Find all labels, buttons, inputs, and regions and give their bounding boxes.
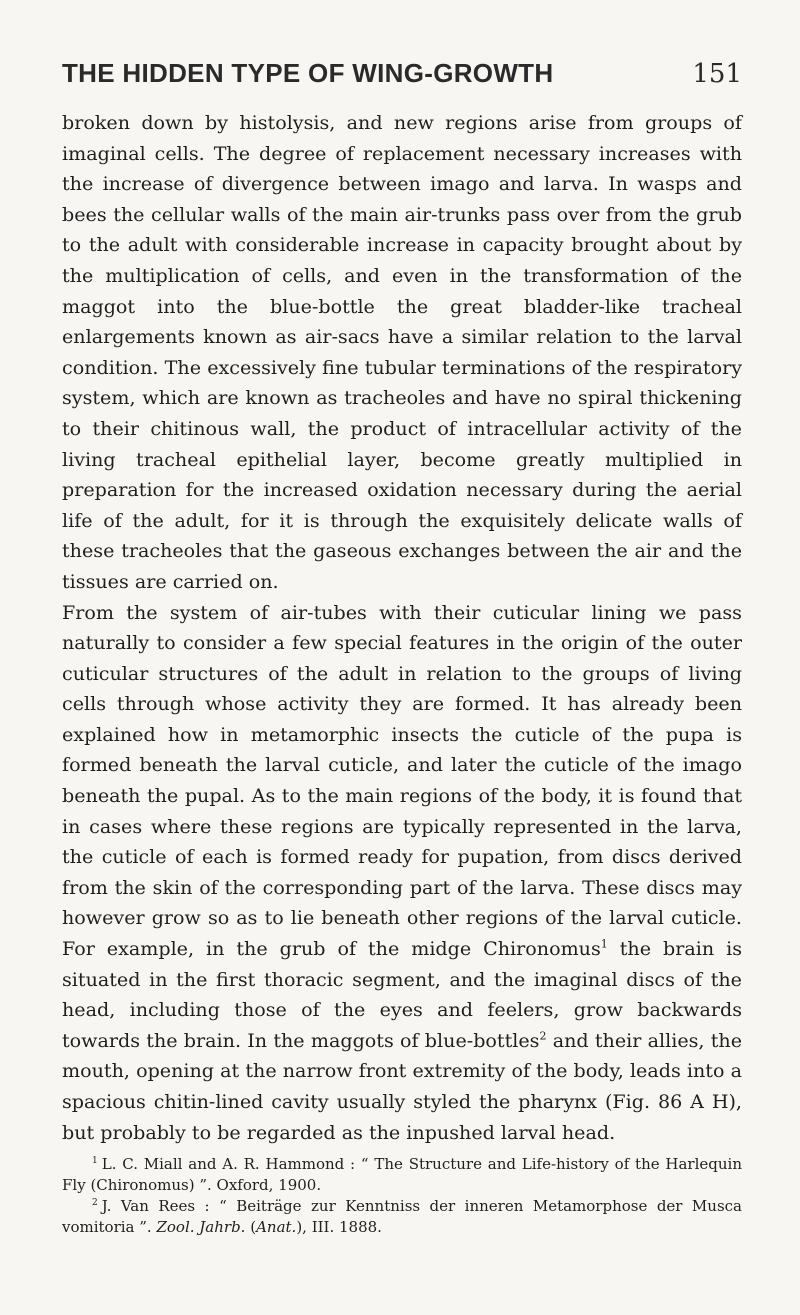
footnote: [62, 1196, 742, 1238]
footnotes: [62, 1154, 742, 1238]
footnote: [62, 1154, 742, 1196]
footnote-text: (: [245, 1218, 257, 1237]
journal-title: Zool. Jahrb.: [156, 1218, 246, 1237]
footnote-reference: 1: [600, 937, 608, 951]
running-head: [62, 58, 742, 98]
footnote-text: L. C. Miall and A. R. Hammond : “ The Structure and Life-history of the Harlequin Fly (Chironomus) ”. Oxford, 1900.: [62, 1155, 742, 1195]
footnote-mark: 2: [92, 1198, 98, 1209]
footnote-text: J. Van Rees : “ Beiträge zur Kenntniss der inneren Metamorphose der Musca vomitoria ”.: [62, 1197, 742, 1237]
footnote-reference: 2: [539, 1029, 547, 1043]
book-page: [62, 58, 742, 1238]
journal-section: Anat.: [256, 1218, 297, 1237]
paragraph-text: From the system of air-tubes with their cuticular lining we pass naturally to consider a few special features in the origin of the outer cuticular structures of the adult in relation to the groups of living cells through whose activity they are formed. It has already been explained how in metamorphic insects the cuticle of the pupa is formed beneath the larval cuticle, and later the cuticle of the imago beneath the pupal. As to the main regions of the body, it is found that in cases where these regions are typically represented in the larva, the cuticle of each is formed ready for pupation, from discs derived from the skin of the corresponding part of the larva. These discs may however grow so as to lie beneath other regions of the larval cuticle. For example, in the grub of the midge Chironomus: [62, 600, 742, 961]
footnote-mark: 1: [92, 1156, 98, 1167]
running-title: THE HIDDEN TYPE OF WING-GROWTH: [62, 58, 554, 88]
paragraph-text: the brain is situated in the first thoracic segment, and the imaginal discs of the head, including those of the eyes and feelers, grow backwards towards the brain. In the maggots of blue-bottles: [62, 937, 742, 1052]
paragraph: broken down by histolysis, and new regions arise from groups of imaginal cells. The degree of replacement necessary increases with the increase of divergence between imago and larva. In wasps and bees the cellular walls of the main air-trunks pass over from the grub to the adult with considerable increase in capacity brought about by the multiplication of cells, and even in the transformation of the maggot into the blue-bottle the great bladder-like tracheal enlargements known as air-sacs have a similar relation to the larval condition. The excessively fine tubular terminations of the respiratory system, which are known as tracheoles and have no spiral thickening to their chitinous wall, the product of intracellular activity of the living tracheal epithelial layer, become greatly multiplied in preparation for the increased oxidation necessary during the aerial life of the adult, for it is through the exquisitely delicate walls of these tracheoles that the gaseous exchanges between the air and the tissues are carried on.: [62, 111, 742, 593]
page-number: 151: [692, 59, 742, 89]
paragraph-text: and their allies, the mouth, opening at the narrow front extremity of the body, leads into a spacious chitin-lined cavity usually styled the pharynx (Fig. 86 A H), but probably to be regarded as the inpushed larval head.: [62, 1028, 742, 1144]
paragraph: [62, 598, 742, 1149]
footnote-text: ), III. 1888.: [296, 1218, 382, 1237]
body-text: [62, 108, 742, 1148]
